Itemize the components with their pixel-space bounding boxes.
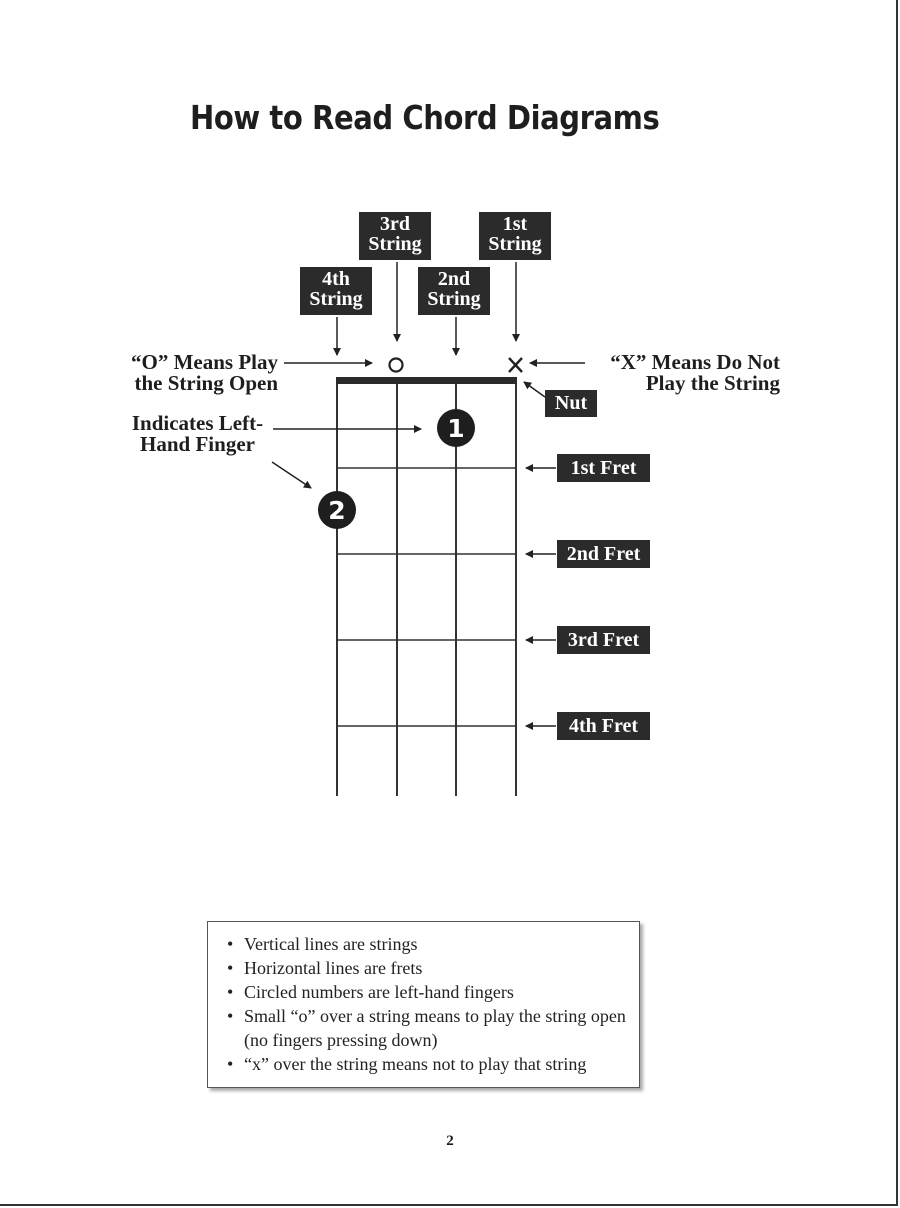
finger-label: Indicates Left- Hand Finger xyxy=(131,411,264,456)
label-3rd-string: 3rd String xyxy=(359,212,431,260)
fret-label-2: 2nd Fret xyxy=(557,540,650,568)
label-2nd-string: 2nd String xyxy=(418,267,490,315)
open-string-label: “O” Means Play the String Open xyxy=(131,350,278,395)
label-1st-string: 1st String xyxy=(479,212,551,260)
arrow-finger-2 xyxy=(272,462,311,488)
page-number: 2 xyxy=(446,1133,454,1149)
fret-label-4: 4th Fret xyxy=(557,712,650,740)
mute-string-label: “X” Means Do Not Play the String xyxy=(610,350,780,395)
notes-list xyxy=(224,932,631,1076)
note-item: • Horizontal lines are frets xyxy=(224,956,631,980)
fret-label-1: 1st Fret xyxy=(557,454,650,482)
arrow-nut xyxy=(524,382,545,397)
notes-box xyxy=(207,921,640,1088)
finger-number-1: 1 xyxy=(447,414,465,443)
open-string-marker xyxy=(390,359,403,372)
mute-string-marker xyxy=(509,358,522,372)
finger-number-2: 2 xyxy=(328,496,346,525)
label-4th-string: 4th String xyxy=(300,267,372,315)
page-title: How to Read Chord Diagrams xyxy=(190,98,660,137)
note-item: • Circled numbers are left-hand fingers xyxy=(224,980,631,1004)
note-item: • Small “o” over a string means to play the string open (no fingers pressing down) xyxy=(224,1004,631,1052)
fret-label-3: 3rd Fret xyxy=(557,626,650,654)
nut-label: Nut xyxy=(545,390,597,417)
note-item: • “x” over the string means not to play that string xyxy=(224,1052,631,1076)
nut xyxy=(336,377,517,384)
note-item: • Vertical lines are strings xyxy=(224,932,631,956)
